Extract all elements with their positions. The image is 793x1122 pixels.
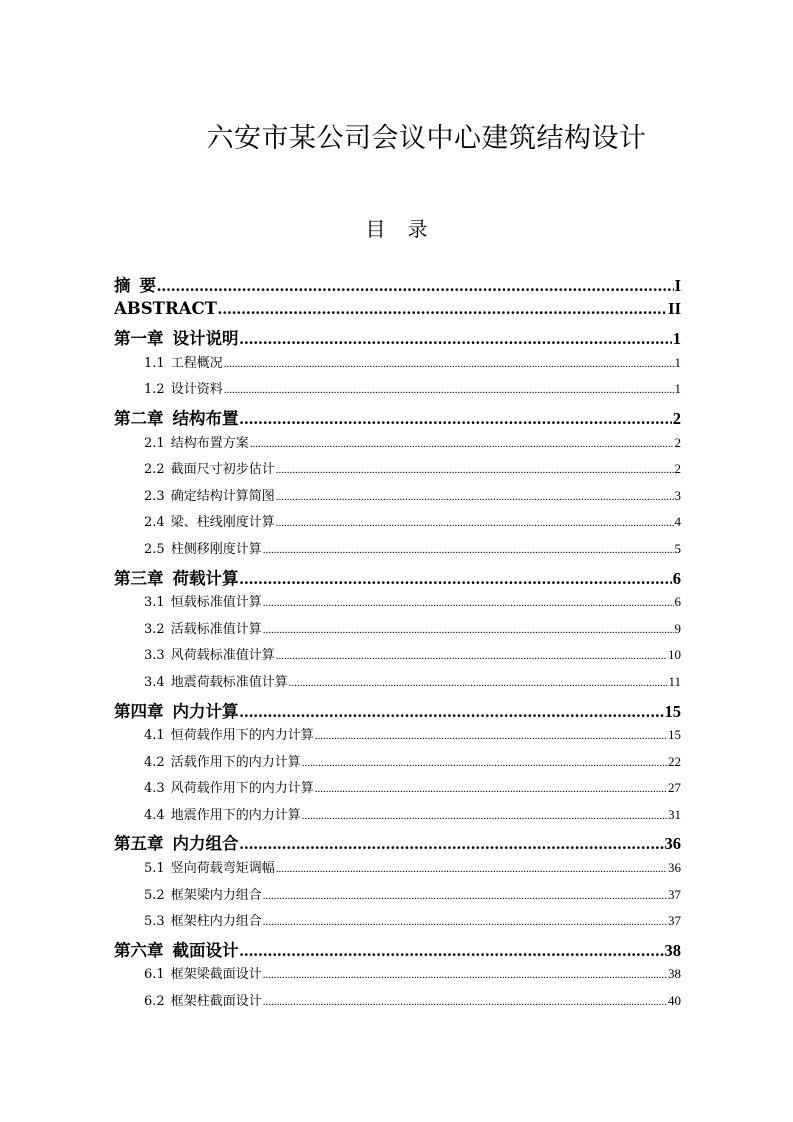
toc-entry-title: 柱侧移刚度计算 <box>170 541 262 557</box>
toc-chapter-entry[interactable] <box>114 272 681 299</box>
toc-section-entry[interactable] <box>114 671 681 698</box>
toc-dot-leader <box>289 674 668 690</box>
toc-section-entry[interactable] <box>114 910 681 937</box>
toc-heading-char-1: 目 <box>365 217 386 241</box>
toc-dot-leader <box>240 941 664 961</box>
toc-entry-label <box>144 724 314 743</box>
toc-section-entry[interactable] <box>114 432 681 459</box>
toc-dot-leader <box>263 966 667 982</box>
toc-page-number: 40 <box>668 993 681 1009</box>
toc-entry-title: 风荷载标准值计算 <box>170 648 275 664</box>
toc-section-entry[interactable] <box>114 751 681 778</box>
toc-dot-leader <box>276 461 674 477</box>
toc-entry-title: 梁、柱线刚度计算 <box>170 515 275 531</box>
toc-entry-number: 5.1 <box>144 861 165 877</box>
toc-dot-leader <box>302 754 667 770</box>
toc-section-entry[interactable] <box>114 804 681 831</box>
toc-page-number: 2 <box>674 434 681 450</box>
toc-dot-leader <box>263 594 674 610</box>
toc-dot-leader <box>276 647 667 663</box>
toc-page-number: 1 <box>672 329 681 349</box>
toc-entry-label <box>144 671 288 690</box>
toc-entry-title: 荷载计算 <box>172 568 239 588</box>
page-title: 六安市某公司会议中心建筑结构设计 <box>206 123 647 154</box>
toc-entry-title: 竖向荷载弯矩调幅 <box>170 861 275 877</box>
toc-entry-number: 第三章 <box>114 568 164 588</box>
toc-dot-leader <box>315 780 667 796</box>
toc-entry-title: 设计说明 <box>172 329 239 349</box>
toc-dot-leader <box>276 514 674 530</box>
toc-dot-leader <box>250 435 674 451</box>
toc-section-entry[interactable] <box>114 538 681 565</box>
toc-entry-label <box>144 884 262 903</box>
toc-section-entry[interactable] <box>114 618 681 645</box>
toc-entry-number: 2.4 <box>144 515 165 531</box>
toc-entry-number: 1.2 <box>144 382 165 398</box>
toc-entry-label <box>114 272 156 296</box>
toc-section-entry[interactable] <box>114 884 681 911</box>
toc-page-number: 9 <box>674 620 681 636</box>
toc-entry-label <box>144 378 223 397</box>
toc-dot-leader <box>263 541 674 557</box>
toc-dot-leader <box>276 488 674 504</box>
toc-entry-title: 结构布置方案 <box>170 435 249 451</box>
toc-chapter-entry[interactable] <box>114 299 681 326</box>
toc-page-number: 6 <box>672 568 681 588</box>
toc-heading <box>0 213 793 242</box>
toc-entry-number: 第二章 <box>114 408 164 428</box>
toc-chapter-entry[interactable] <box>114 565 681 592</box>
toc-entry-number: 2.2 <box>144 462 165 478</box>
toc-page-number: 15 <box>664 701 681 721</box>
toc-heading-char-2: 录 <box>407 217 428 241</box>
toc-section-entry[interactable] <box>114 511 681 538</box>
toc-entry-title: 框架梁内力组合 <box>170 887 262 903</box>
toc-entry-number: 4.4 <box>144 807 165 823</box>
toc-entry-label <box>144 538 262 557</box>
toc-entry-label <box>144 751 301 770</box>
toc-page-number: 27 <box>668 780 681 796</box>
toc-page-number: 38 <box>668 966 681 982</box>
toc-dot-leader <box>240 329 672 349</box>
toc-chapter-entry[interactable] <box>114 937 681 964</box>
toc-section-entry[interactable] <box>114 724 681 751</box>
toc-entry-title: 活载标准值计算 <box>170 621 262 637</box>
toc-section-entry[interactable] <box>114 458 681 485</box>
toc-entry-title: 截面设计 <box>172 940 239 960</box>
toc-page-number: II <box>668 298 681 318</box>
toc-dot-leader <box>263 913 667 929</box>
toc-entry-title: 恒载标准值计算 <box>170 595 262 611</box>
toc-chapter-entry[interactable] <box>114 830 681 857</box>
toc-chapter-entry[interactable] <box>114 405 681 432</box>
toc-page-number: 37 <box>668 913 681 929</box>
toc-entry-number: 3.1 <box>144 595 165 611</box>
toc-dot-leader <box>302 807 667 823</box>
toc-section-entry[interactable] <box>114 485 681 512</box>
toc-entry-title: ABSTRACT <box>114 298 217 318</box>
toc-entry-number: 1.1 <box>144 355 165 371</box>
toc-dot-leader <box>263 993 667 1009</box>
toc-entry-number: 4.3 <box>144 781 165 797</box>
toc-page-number: 1 <box>674 381 681 397</box>
table-of-contents <box>114 272 681 1017</box>
toc-entry-title: 框架梁截面设计 <box>170 967 262 983</box>
toc-dot-leader <box>240 834 664 854</box>
toc-page-number: 3 <box>674 487 681 503</box>
toc-entry-label <box>114 565 239 589</box>
toc-entry-number: 第五章 <box>114 834 164 854</box>
toc-entry-number: 第六章 <box>114 940 164 960</box>
toc-entry-title: 框架柱内力组合 <box>170 914 262 930</box>
toc-entry-title: 框架柱截面设计 <box>170 994 262 1010</box>
toc-page-number: 11 <box>668 673 681 689</box>
toc-entry-title: 确定结构计算简图 <box>170 488 275 504</box>
toc-entry-label <box>144 963 262 982</box>
toc-entry-number: 3.3 <box>144 648 165 664</box>
toc-entry-number: 3.4 <box>144 674 165 690</box>
toc-dot-leader <box>240 409 672 429</box>
toc-section-entry[interactable] <box>114 352 681 379</box>
toc-chapter-entry[interactable] <box>114 698 681 725</box>
toc-page-number: 6 <box>674 594 681 610</box>
toc-page-number: 1 <box>674 354 681 370</box>
toc-entry-number: 4.1 <box>144 728 165 744</box>
toc-page-number: 37 <box>668 886 681 902</box>
toc-section-entry[interactable] <box>114 857 681 884</box>
toc-entry-number: 5.3 <box>144 914 165 930</box>
toc-page-number: 15 <box>668 727 681 743</box>
toc-entry-number: 6.2 <box>144 994 165 1010</box>
toc-page-number: 22 <box>668 753 681 769</box>
toc-dot-leader <box>218 299 667 319</box>
toc-entry-label <box>144 458 275 477</box>
toc-entry-label <box>114 405 239 429</box>
toc-section-entry[interactable] <box>114 378 681 405</box>
toc-entry-label <box>114 698 239 722</box>
toc-chapter-entry[interactable] <box>114 325 681 352</box>
toc-dot-leader <box>276 860 667 876</box>
toc-entry-label <box>144 804 301 823</box>
toc-dot-leader <box>263 621 674 637</box>
toc-entry-title: 结构布置 <box>172 408 239 428</box>
toc-entry-number: 第四章 <box>114 701 164 721</box>
toc-dot-leader <box>157 276 674 296</box>
toc-entry-label <box>114 937 239 961</box>
toc-entry-number: 4.2 <box>144 754 165 770</box>
toc-entry-label <box>144 644 275 663</box>
toc-entry-title: 活载作用下的内力计算 <box>170 754 301 770</box>
toc-section-entry[interactable] <box>114 644 681 671</box>
toc-entry-number: 摘 <box>114 276 131 295</box>
toc-entry-label <box>144 432 249 451</box>
toc-page-number: 5 <box>674 540 681 556</box>
toc-section-entry[interactable] <box>114 990 681 1017</box>
toc-entry-label <box>144 618 262 637</box>
toc-entry-title: 截面尺寸初步估计 <box>170 462 275 478</box>
toc-entry-title: 要 <box>139 276 156 295</box>
toc-page-number: 2 <box>674 461 681 477</box>
toc-entry-title: 地震作用下的内力计算 <box>170 807 301 823</box>
toc-entry-label <box>144 777 314 796</box>
toc-entry-title: 恒荷载作用下的内力计算 <box>170 728 314 744</box>
toc-section-entry[interactable] <box>114 591 681 618</box>
toc-entry-label <box>144 591 262 610</box>
toc-entry-number: 2.5 <box>144 541 165 557</box>
toc-entry-label <box>114 830 239 854</box>
toc-dot-leader <box>224 381 674 397</box>
toc-entry-title: 风荷载作用下的内力计算 <box>170 781 314 797</box>
toc-entry-label <box>114 325 239 349</box>
toc-section-entry[interactable] <box>114 777 681 804</box>
toc-page-number: 38 <box>664 940 681 960</box>
toc-entry-title: 设计资料 <box>170 382 223 398</box>
toc-entry-number: 2.1 <box>144 435 165 451</box>
toc-page-number: 10 <box>668 647 681 663</box>
toc-page-number: 31 <box>668 806 681 822</box>
toc-entry-label <box>114 299 217 318</box>
toc-dot-leader <box>263 887 667 903</box>
toc-entry-title: 地震荷载标准值计算 <box>170 674 288 690</box>
toc-entry-number: 3.2 <box>144 621 165 637</box>
toc-entry-label <box>144 485 275 504</box>
toc-entry-title: 内力计算 <box>172 701 239 721</box>
toc-entry-label <box>144 857 275 876</box>
toc-entry-label <box>144 352 223 371</box>
toc-entry-number: 5.2 <box>144 887 165 903</box>
toc-page-number: 36 <box>668 860 681 876</box>
toc-dot-leader <box>224 355 674 371</box>
toc-page-number: I <box>674 276 681 295</box>
toc-entry-number: 2.3 <box>144 488 165 504</box>
toc-entry-number: 6.1 <box>144 967 165 983</box>
toc-entry-label <box>144 910 262 929</box>
toc-entry-label <box>144 511 275 530</box>
toc-entry-label <box>144 990 262 1009</box>
toc-dot-leader <box>240 702 664 722</box>
toc-dot-leader <box>315 727 667 743</box>
toc-entry-number: 第一章 <box>114 329 164 349</box>
toc-entry-title: 工程概况 <box>170 355 223 371</box>
toc-page-number: 36 <box>664 834 681 854</box>
toc-section-entry[interactable] <box>114 963 681 990</box>
toc-page-number: 2 <box>672 408 681 428</box>
toc-dot-leader <box>240 569 672 589</box>
toc-page-number: 4 <box>674 514 681 530</box>
toc-entry-title: 内力组合 <box>172 834 239 854</box>
